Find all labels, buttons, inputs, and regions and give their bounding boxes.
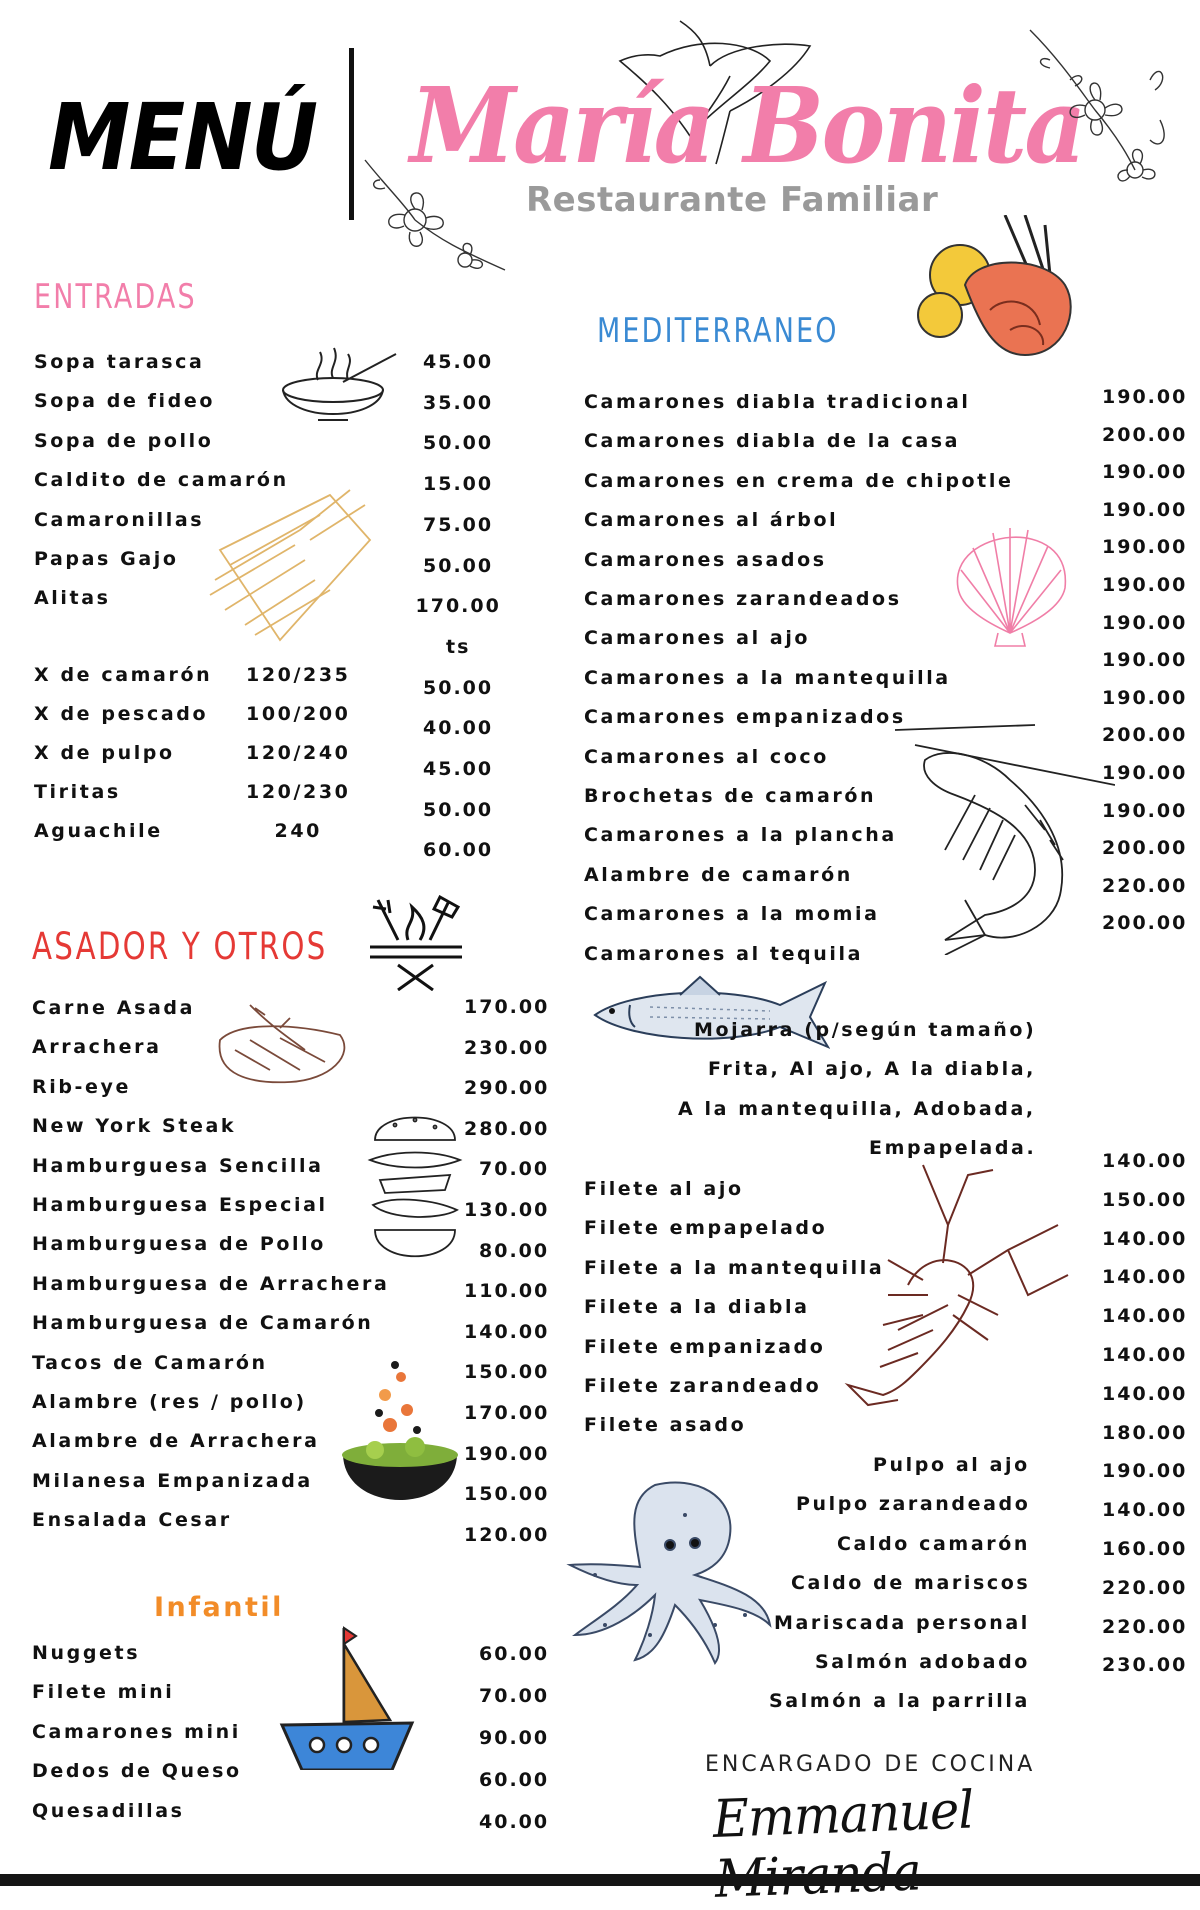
menu-item-price: 140.00 — [1102, 1344, 1188, 1366]
menu-item-name: Filete a la diabla — [584, 1296, 810, 1319]
menu-item-name: Sopa de pollo — [34, 429, 214, 452]
chef-title: ENCARGADO DE COCINA — [705, 1752, 1036, 1777]
seashell-icon — [943, 508, 1078, 648]
menu-item-name: Caldo camarón — [837, 1532, 1030, 1555]
menu-item-size: 100/200 — [246, 703, 351, 725]
menu-item-name: Filete a la mantequilla — [584, 1256, 885, 1279]
menu-item-name: Camarones al ajo — [584, 627, 811, 650]
menu-item-price: 45.00 — [423, 351, 494, 373]
menu-item-name: Ensalada Cesar — [32, 1509, 232, 1532]
menu-item-price: 130.00 — [464, 1199, 550, 1221]
menu-item-price: 60.00 — [479, 1643, 550, 1665]
mojarra-line: Frita, Al ajo, A la diabla, — [708, 1058, 1036, 1081]
menu-item-price: 120.00 — [464, 1523, 550, 1546]
menu-item-price: 50.00 — [423, 432, 494, 455]
menu-item-name: Hamburguesa de Pollo — [32, 1233, 326, 1256]
menu-item-price: 150.00 — [464, 1361, 550, 1384]
menu-item-name: Camaronillas — [34, 508, 205, 531]
menu-item-name: Filete zarandeado — [584, 1375, 822, 1397]
menu-item-name: Pulpo al ajo — [873, 1454, 1030, 1476]
menu-item-name: Caldo de mariscos — [791, 1572, 1031, 1595]
menu-item-name: Mariscada personal — [774, 1611, 1030, 1634]
menu-item-name: Hamburguesa de Arrachera — [32, 1272, 390, 1295]
menu-item-price: 190.00 — [1102, 536, 1188, 559]
menu-item-price: 140.00 — [1102, 1150, 1188, 1172]
shrimp-icon — [885, 720, 1115, 955]
menu-item-name: Filete al ajo — [584, 1178, 744, 1200]
menu-item-price: 60.00 — [423, 839, 494, 862]
menu-item-price: 200.00 — [1102, 724, 1188, 747]
menu-item-price: 190.00 — [1102, 574, 1188, 596]
menu-item-name: Dedos de Queso — [32, 1760, 242, 1783]
menu-item-price: 190.00 — [1102, 611, 1188, 634]
menu-item-name: Camarones zarandeados — [584, 588, 902, 610]
menu-item-name: Brochetas de camarón — [584, 785, 877, 807]
chef-signature: Emmanuel — [712, 1780, 975, 1850]
menu-item-price: 50.00 — [423, 798, 494, 821]
menu-item-name: Milanesa Empanizada — [32, 1469, 313, 1492]
menu-item-price: 15.00 — [423, 473, 494, 496]
menu-item-price: 50.00 — [423, 554, 494, 577]
menu-item-price: 190.00 — [1102, 649, 1188, 672]
menu-item-name: X de camarón — [34, 664, 213, 686]
menu-item-price: 190.00 — [1102, 762, 1188, 784]
mojarra-line: Mojarra (p/según tamaño) — [694, 1019, 1037, 1041]
menu-item-price: 190.00 — [1102, 1460, 1188, 1483]
menu-item-price: 290.00 — [464, 1077, 550, 1100]
menu-item-price: 200.00 — [1102, 912, 1188, 935]
menu-item-price: 190.00 — [1102, 799, 1188, 822]
soup-bowl-icon — [278, 342, 408, 437]
menu-item-name: Filete mini — [32, 1681, 175, 1704]
menu-item-name: Caldito de camarón — [34, 469, 289, 492]
menu-item-price: 180.00 — [1102, 1421, 1188, 1444]
menu-item-name: Alambre (res / pollo) — [32, 1391, 307, 1413]
menu-item-price: 170.00 — [415, 595, 501, 618]
menu-item-price: 230.00 — [1102, 1654, 1188, 1677]
menu-item-price: 220.00 — [1102, 1615, 1188, 1638]
french-fries-icon — [200, 470, 385, 650]
menu-item-name: Filete empanizado — [584, 1335, 826, 1358]
section-heading-entradas: ENTRADAS — [34, 277, 197, 317]
menu-item-price: 110.00 — [464, 1280, 550, 1303]
fish-icon — [590, 975, 830, 1055]
menu-item-price: 45.00 — [423, 758, 494, 780]
grill-icon — [368, 895, 464, 991]
menu-item-name: Pulpo zarandeado — [796, 1493, 1031, 1516]
menu-item-name: Salmón adobado — [815, 1651, 1030, 1673]
menu-item-price: 190.00 — [1102, 686, 1188, 709]
menu-item-name: Camarones empanizados — [584, 706, 906, 729]
shrimp-lemon-icon — [915, 215, 1095, 375]
menu-item-price: 80.00 — [479, 1239, 550, 1262]
restaurant-name: María Bonita — [410, 64, 1084, 187]
menu-item-name: Camarones al tequila — [584, 942, 864, 965]
bottom-bar — [0, 1874, 1200, 1886]
menu-item-name: Hamburguesa de Camarón — [32, 1312, 374, 1335]
section-heading-infantil: Infantil — [154, 1592, 284, 1623]
section-heading-asador: ASADOR Y OTROS — [32, 925, 328, 968]
menu-item-name: Hamburguesa Sencilla — [32, 1154, 324, 1177]
menu-item-price: 170.00 — [464, 1402, 550, 1424]
menu-item-price: 190.00 — [1102, 498, 1188, 521]
menu-item-name: X de pescado — [34, 703, 209, 725]
menu-item-price: 140.00 — [1102, 1499, 1188, 1522]
menu-item-price: 190.00 — [1102, 461, 1188, 484]
lobster-icon — [828, 1155, 1073, 1415]
menu-item-name: Filete empapelado — [584, 1217, 828, 1240]
menu-item-price: ts — [446, 635, 471, 658]
menu-item-name: Camarones a la mantequilla — [584, 666, 951, 689]
menu-item-price: 160.00 — [1102, 1538, 1188, 1560]
menu-item-name: Quesadillas — [32, 1799, 185, 1822]
menu-item-price: 150.00 — [1102, 1188, 1188, 1211]
menu-item-name: Aguachile — [34, 820, 163, 842]
menu-item-price: 230.00 — [464, 1036, 550, 1059]
restaurant-tagline: Restaurante Familiar — [526, 180, 939, 220]
menu-item-name: Camarones al árbol — [584, 509, 839, 532]
menu-item-name: Camarones en crema de chipotle — [584, 469, 1014, 492]
menu-item-name: X de pulpo — [34, 742, 175, 764]
steak-icon — [210, 1000, 355, 1090]
menu-item-name: Camarones diabla de la casa — [584, 430, 961, 453]
header-divider — [349, 48, 354, 220]
salad-bowl-icon — [335, 1355, 465, 1525]
menu-item-size: 120/235 — [246, 664, 351, 686]
menu-item-name: Alambre de Arrachera — [32, 1430, 320, 1453]
menu-item-name: Papas Gajo — [34, 548, 179, 570]
menu-item-name: Salmón a la parrilla — [769, 1690, 1030, 1713]
menu-item-name: Filete asado — [584, 1414, 747, 1437]
menu-item-name: Tiritas — [34, 781, 121, 803]
menu-item-name: Camarones al coco — [584, 745, 829, 768]
menu-item-price: 35.00 — [423, 391, 494, 414]
flower-icon — [360, 150, 510, 285]
menu-item-price: 70.00 — [479, 1685, 550, 1707]
menu-item-price: 140.00 — [1102, 1305, 1188, 1328]
menu-item-price: 220.00 — [1102, 1576, 1188, 1599]
menu-item-price: 40.00 — [479, 1811, 550, 1833]
menu-item-name: Camarones mini — [32, 1720, 241, 1743]
menu-item-name: Alambre de camarón — [584, 863, 853, 886]
menu-item-name: New York Steak — [32, 1115, 237, 1138]
menu-item-price: 140.00 — [1102, 1227, 1188, 1250]
menu-item-price: 50.00 — [423, 676, 494, 699]
flower-icon — [1010, 20, 1180, 210]
menu-item-price: 60.00 — [479, 1769, 550, 1791]
menu-item-name: Sopa tarasca — [34, 351, 205, 373]
menu-item-name: Nuggets — [32, 1642, 141, 1664]
menu-item-price: 75.00 — [423, 513, 494, 536]
mojarra-line: Empapelada. — [869, 1137, 1037, 1160]
menu-item-price: 140.00 — [1102, 1266, 1188, 1289]
menu-item-name: Hamburguesa Especial — [32, 1194, 328, 1216]
menu-item-price: 190.00 — [1102, 386, 1188, 408]
menu-item-price: 200.00 — [1102, 423, 1188, 446]
menu-item-price: 280.00 — [464, 1117, 550, 1140]
menu-item-size: 120/240 — [246, 742, 351, 764]
menu-item-price: 40.00 — [423, 717, 494, 740]
menu-item-name: Arrachera — [32, 1036, 162, 1059]
menu-item-name: Camarones a la momia — [584, 903, 880, 926]
menu-item-price: 140.00 — [464, 1320, 550, 1343]
menu-item-price: 190.00 — [464, 1442, 550, 1465]
burger-icon — [365, 1105, 465, 1270]
menu-title: MENÚ — [48, 84, 317, 191]
sailboat-icon — [272, 1620, 422, 1770]
octopus-icon — [565, 1475, 780, 1665]
menu-item-price: 200.00 — [1102, 837, 1188, 860]
menu-item-name: Camarones asados — [584, 548, 827, 571]
menu-item-price: 90.00 — [479, 1727, 550, 1749]
menu-item-price: 70.00 — [479, 1158, 550, 1181]
menu-item-name: Tacos de Camarón — [32, 1351, 268, 1374]
menu-item-size: 240 — [274, 820, 322, 842]
mojarra-line: A la mantequilla, Adobada, — [678, 1097, 1036, 1120]
menu-item-price: 170.00 — [464, 996, 550, 1018]
menu-item-name: Camarones diabla tradicional — [584, 391, 971, 413]
section-heading-mediterraneo: MEDITERRANEO — [597, 311, 839, 351]
menu-item-size: 120/230 — [246, 781, 351, 803]
menu-item-name: Alitas — [34, 587, 111, 610]
menu-item-name: Sopa de fideo — [34, 390, 215, 413]
menu-item-price: 220.00 — [1102, 874, 1188, 897]
menu-item-price: 140.00 — [1102, 1382, 1188, 1405]
menu-item-name: Camarones a la plancha — [584, 824, 897, 847]
menu-item-price: 150.00 — [464, 1483, 550, 1506]
menu-item-name: Carne Asada — [32, 997, 196, 1019]
menu-item-name: Rib-eye — [32, 1075, 131, 1098]
